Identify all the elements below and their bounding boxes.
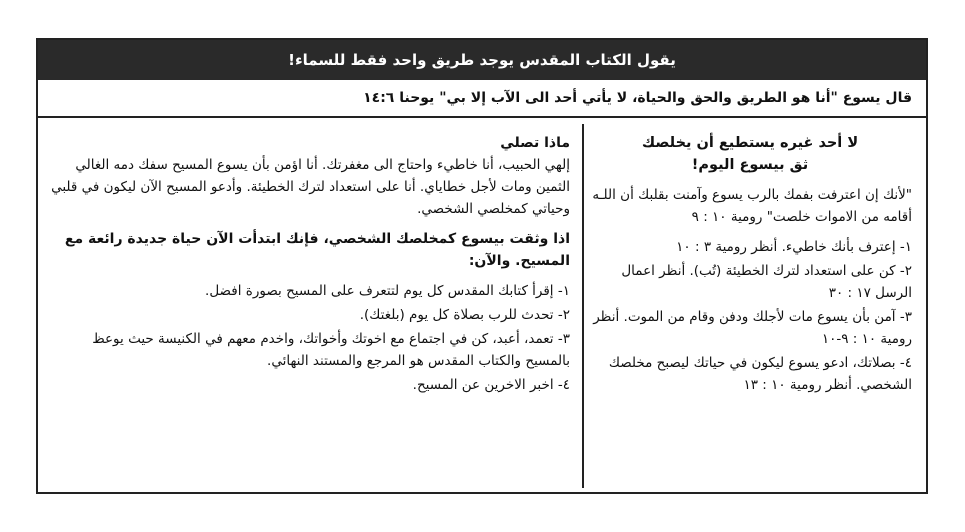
list-item: ٣- تعمد، أعبد، كن في اجتماع مع اخوتك وأخواتك، واخدم معهم في الكنيسة حيث يوعظ بالمسيح والكتاب المقدس هو المرجع والمستند النهائي.	[92, 331, 570, 369]
right-title-line1: لا أحد غيره يستطيع أن يخلصك	[641, 135, 859, 151]
verse-banner	[38, 80, 926, 118]
header-title: يقول الكتاب المقدس يوجد طريق واحد فقط للسماء!	[288, 51, 676, 69]
trust-heading: اذا وثقت بيسوع كمخلصك الشخصي، فإنك ابتدأت الآن حياة جديدة رائعة مع المسيح. والآن:	[64, 231, 570, 269]
left-column	[42, 124, 578, 488]
header-banner	[38, 40, 926, 80]
salvation-steps-list	[588, 236, 912, 396]
list-item: ١- إعترف بأنك خاطيء. أنظر رومية ٣ : ١٠	[676, 239, 912, 255]
column-divider	[582, 124, 584, 488]
right-title-line2: ثق بيسوع اليوم!	[691, 157, 809, 173]
list-item: ٢- تحدث للرب بصلاة كل يوم (بلغتك).	[359, 307, 570, 323]
next-steps-list	[50, 280, 570, 396]
list-item: ١- إقرأ كتابك المقدس كل يوم لتتعرف على المسيح بصورة افضل.	[205, 283, 570, 299]
list-item: ٢- كن على استعداد لترك الخطيئة (تُب). أنظر اعمال الرسل ١٧ : ٣٠	[621, 263, 912, 301]
prayer-heading: ماذا تصلي	[500, 135, 570, 151]
list-item: ٣- آمن بأن يسوع مات لأجلك ودفن وقام من الموت. أنظر رومية ١٠ : ٩-١٠	[593, 309, 912, 347]
prayer-text: إلهي الحبيب، أنا خاطيء واحتاج الى مغفرتك. أنا اؤمن بأن يسوع المسيح سفك دمه الغالي الثمين ومات لأجل خطاياي. أنا على استعداد لترك الخطيئة. وأدعو المسيح الآن ليكون في قلبي وحياتي كمخلصي الشخصي.	[51, 157, 570, 217]
list-item: ٤- بصلاتك، ادعو يسوع ليكون في حياتك ليصبح مخلصك الشخصي. أنظر رومية ١٠ : ١٣	[608, 355, 912, 393]
romans-quote: "لأنك إن اعترفت بفمك بالرب يسوع وآمنت بقلبك أن اللـه أقامه من الاموات خلصت" رومية ١٠ : ٩	[592, 187, 912, 225]
list-item: ٤- اخبر الاخرين عن المسيح.	[412, 377, 570, 393]
tract-frame	[36, 38, 928, 494]
right-column	[582, 124, 922, 488]
verse-text: قال يسوع "أنا هو الطريق والحق والحياة، لا يأتي أحد الى الآب إلا بي" يوحنا ١٤:٦	[363, 90, 912, 106]
